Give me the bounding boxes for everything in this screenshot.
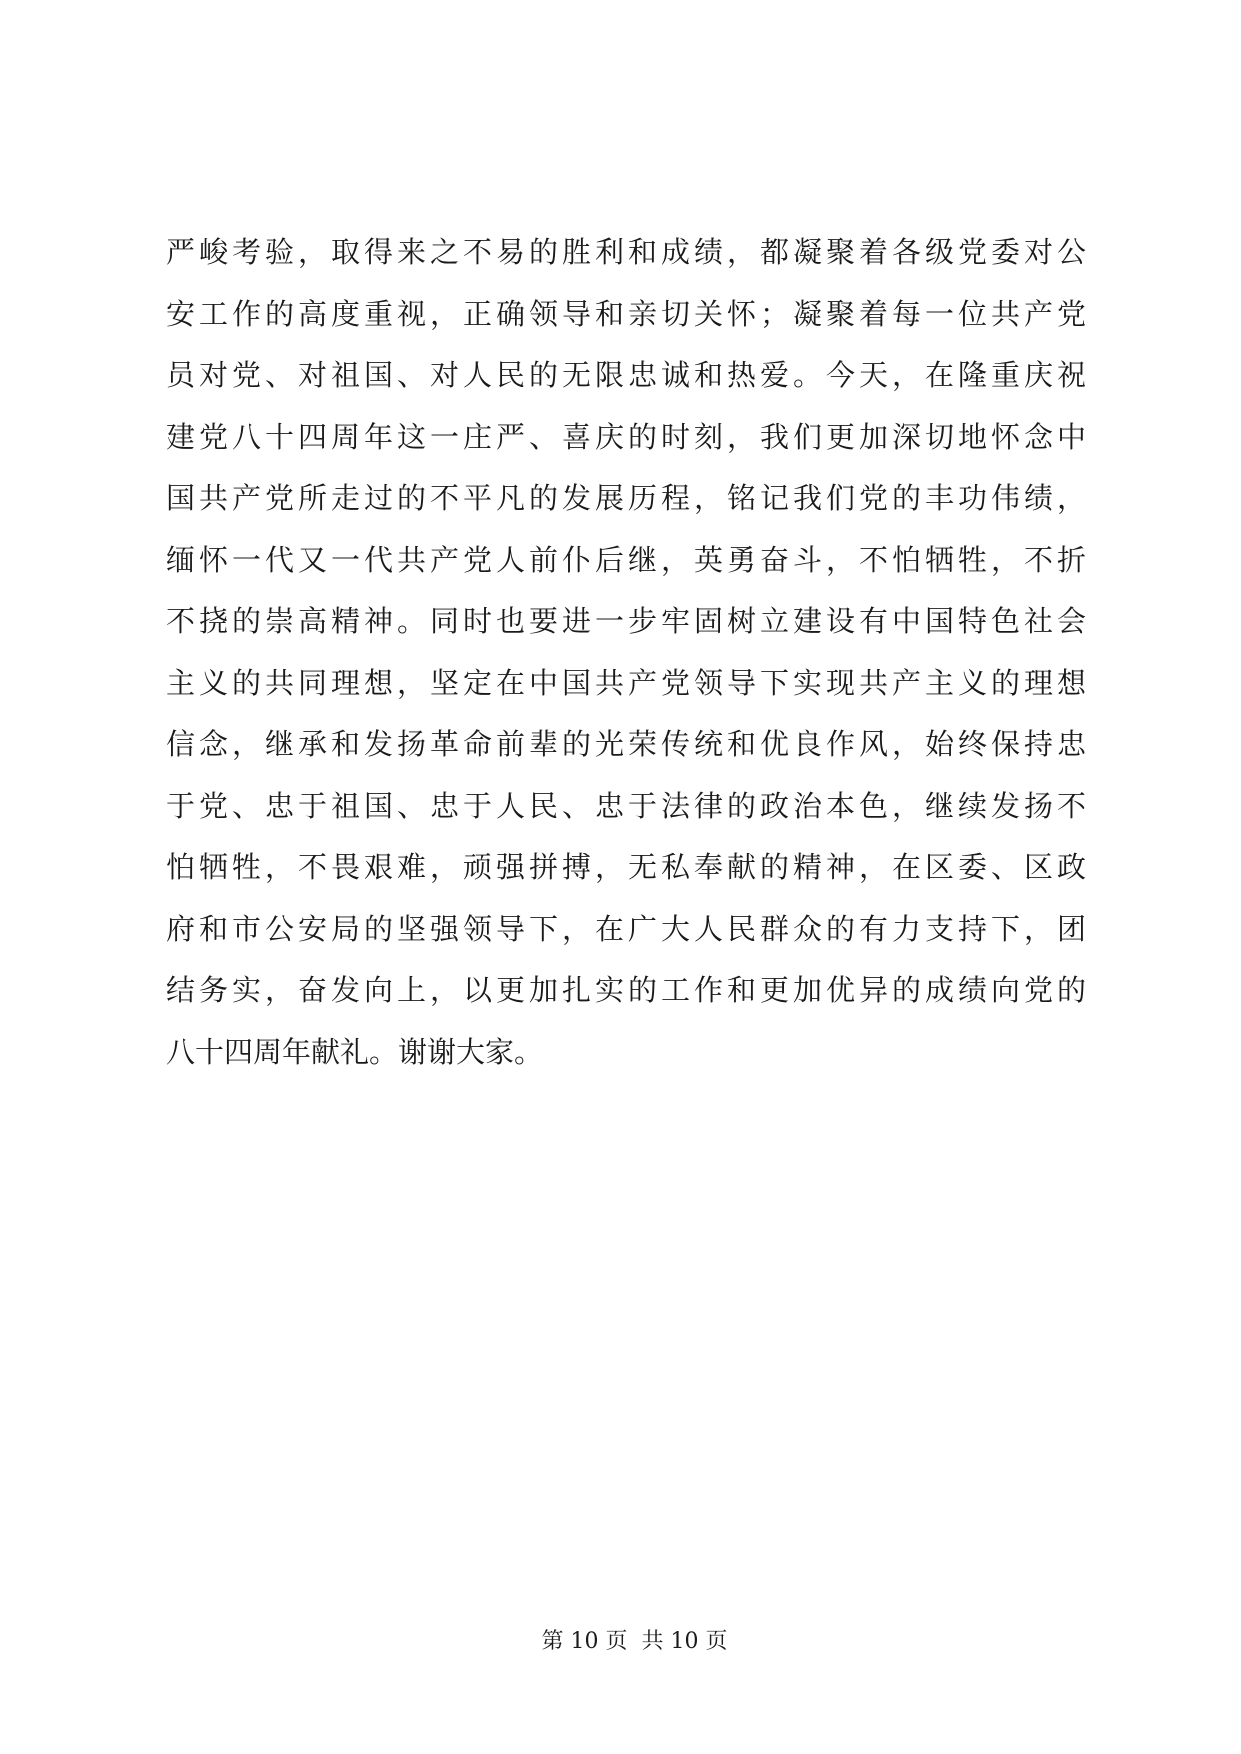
body-paragraph [166,232,1086,1093]
text-line-last: 八十四周年献礼。谢谢大家。 [166,1034,544,1069]
page-number-label: 第 10 页 共 10 页 [541,1629,728,1654]
page-footer [0,1597,1241,1687]
text-line: 严峻考验，取得来之不易的胜利和成绩，都凝聚着各级党委对公 [166,235,1086,269]
text-line: 建党八十四周年这一庄严、喜庆的时刻，我们更加深切地怀念中 [166,419,1086,454]
text-line: 于党、忠于祖国、忠于人民、忠于法律的政治本色，继续发扬不 [166,788,1086,823]
text-line: 缅怀一代又一代共产党人前仆后继，英勇奋斗，不怕牺牲，不折 [166,542,1086,577]
text-line: 主义的共同理想，坚定在中国共产党领导下实现共产主义的理想 [166,665,1086,700]
text-line: 府和市公安局的坚强领导下，在广大人民群众的有力支持下，团 [166,911,1086,946]
text-line: 安工作的高度重视，正确领导和亲切关怀；凝聚着每一位共产党 [166,296,1086,331]
text-line: 怕牺牲，不畏艰难，顽强拼搏，无私奉献的精神，在区委、区政 [166,850,1086,884]
text-line: 不挠的崇高精神。同时也要进一步牢固树立建设有中国特色社会 [166,604,1086,638]
text-line: 信念，继承和发扬革命前辈的光荣传统和优良作风，始终保持忠 [166,727,1086,761]
text-line: 国共产党所走过的不平凡的发展历程，铭记我们党的丰功伟绩， [166,481,1086,515]
text-line: 结务实，奋发向上，以更加扎实的工作和更加优异的成绩向党的 [166,973,1086,1007]
text-line: 员对党、对祖国、对人民的无限忠诚和热爱。今天，在隆重庆祝 [166,358,1086,392]
